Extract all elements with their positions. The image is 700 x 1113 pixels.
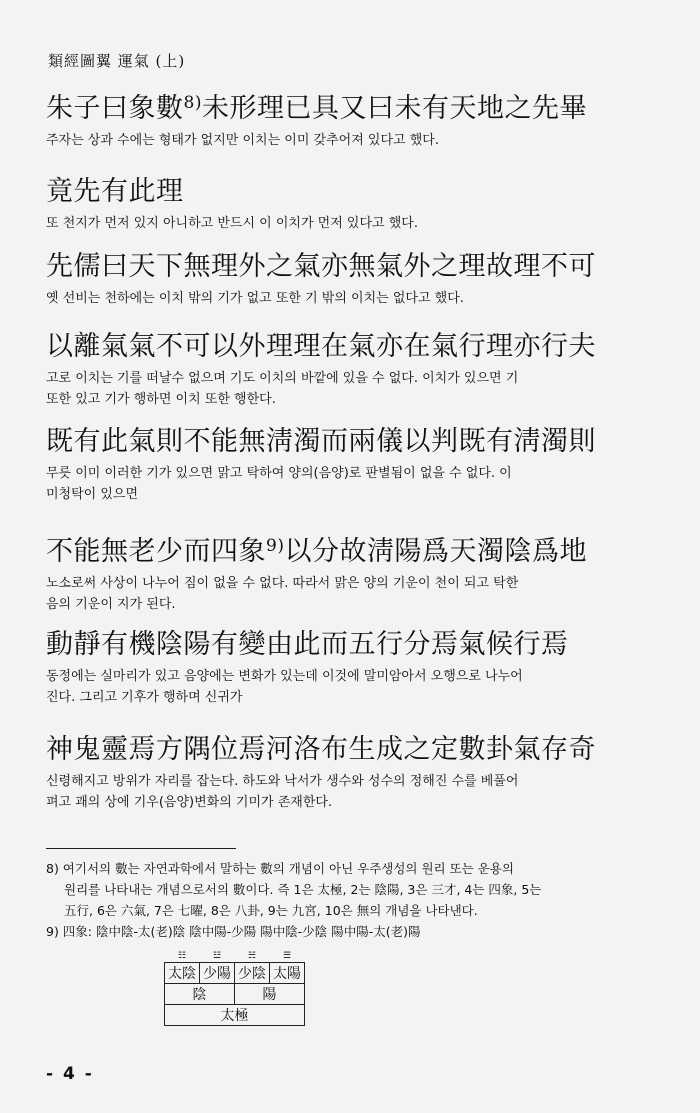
korean-translation xyxy=(46,130,646,151)
translation-line: 동정에는 실마리가 있고 음양에는 변화가 있는데 이것에 말미암아서 오행으로 나누어 xyxy=(46,669,523,684)
translation-line: 노소로써 사상이 나누어 짐이 없을 수 없다. 따라서 맑은 양의 기운이 천이 되고 탁한 xyxy=(46,576,519,591)
passage-block xyxy=(46,535,646,615)
korean-translation xyxy=(46,666,646,708)
translation-line: 음의 기운이 지가 된다. xyxy=(46,597,176,612)
footnotes xyxy=(46,858,646,942)
translation-line: 미청탁이 있으면 xyxy=(46,487,139,502)
four-images-diagram xyxy=(164,950,305,1026)
footnote-8-line-2: 원리를 나타내는 개념으로서의 數이다. 즉 1은 太極, 2는 陰陽, 3은 三才, 4는 四象, 5는 xyxy=(64,882,542,897)
hanzi-text: 不能無老少而四象 xyxy=(46,536,266,567)
passage-block xyxy=(46,425,646,505)
korean-translation xyxy=(46,573,646,615)
translation-line: 무릇 이미 이러한 기가 있으면 맑고 탁하여 양의(음양)로 판별됨이 없을 수 없다. 이 xyxy=(46,466,512,481)
trigram-symbol: ☷ xyxy=(165,950,200,963)
korean-translation xyxy=(46,771,646,813)
footnote-9: 9) 四象: 陰中陰-太(老)陰 陰中陽-少陽 陽中陰-少陰 陽中陽-太(老)陽 xyxy=(46,924,421,939)
footnote-8-line-1: 8) 여기서의 數는 자연과학에서 말하는 數의 개념이 아닌 우주생성의 원리 또는 운용의 xyxy=(46,861,514,876)
translation-line: 또한 있고 기가 행하면 이치 또한 행한다. xyxy=(46,392,276,407)
korean-translation xyxy=(46,368,646,410)
diagram-cell-shaoyin: 少陰 xyxy=(235,963,270,984)
classical-chinese-line xyxy=(46,175,646,209)
footnote-8-line-3: 五行, 6은 六氣, 7은 七曜, 8은 八卦, 9는 九宮, 10은 無의 개념을 나타낸다. xyxy=(64,903,478,918)
footnote-marker: 9) xyxy=(266,536,285,556)
hanzi-text: 未形理已具又曰未有天地之先畢 xyxy=(201,93,587,124)
footnote-marker: 8) xyxy=(183,93,202,113)
classical-chinese-line xyxy=(46,733,646,767)
hanzi-text: 竟先有此理 xyxy=(46,176,184,207)
hanzi-text: 神鬼靈焉方隅位焉河洛布生成之定數卦氣存奇 xyxy=(46,734,596,765)
passage-block xyxy=(46,628,646,708)
passage-block xyxy=(46,92,646,151)
passage-block xyxy=(46,330,646,410)
hanzi-text: 以離氣氣不可以外理理在氣亦在氣行理亦行夫 xyxy=(46,331,596,362)
diagram-cell-taiyin: 太陰 xyxy=(165,963,200,984)
translation-line: 고로 이치는 기를 떠날수 없으며 기도 이치의 바깥에 있을 수 없다. 이치가 있으면 기 xyxy=(46,371,519,386)
trigram-symbol: ☰ xyxy=(270,950,305,963)
classical-chinese-line xyxy=(46,628,646,662)
passage-block xyxy=(46,250,646,309)
trigram-symbol: ☵ xyxy=(235,950,270,963)
passage-block xyxy=(46,175,646,234)
diagram-cell-yang: 陽 xyxy=(235,984,305,1005)
translation-line: 진다. 그리고 기후가 행하며 신귀가 xyxy=(46,690,243,705)
hanzi-text: 以分故淸陽爲天濁陰爲地 xyxy=(284,536,587,567)
translation-line: 신령해지고 방위가 자리를 잡는다. 하도와 낙서가 생수와 성수의 정해진 수를 베풀어 xyxy=(46,774,519,789)
translation-line: 또 천지가 먼저 있지 아니하고 반드시 이 이치가 먼저 있다고 했다. xyxy=(46,216,418,231)
diagram-cell-shaoyang: 少陽 xyxy=(200,963,235,984)
diagram-cell-taiji: 太極 xyxy=(165,1005,305,1026)
hanzi-text: 既有此氣則不能無淸濁而兩儀以判既有淸濁則 xyxy=(46,426,596,457)
page-number: - 4 - xyxy=(46,1064,94,1084)
korean-translation xyxy=(46,288,646,309)
hanzi-text: 動靜有機陰陽有變由此而五行分焉氣候行焉 xyxy=(46,629,569,660)
classical-chinese-line xyxy=(46,425,646,459)
hanzi-text: 朱子曰象數 xyxy=(46,93,184,124)
classical-chinese-line xyxy=(46,535,646,569)
classical-chinese-line xyxy=(46,250,646,284)
diagram-cell-yin: 陰 xyxy=(165,984,235,1005)
classical-chinese-line xyxy=(46,92,646,126)
passage-block xyxy=(46,733,646,813)
korean-translation xyxy=(46,213,646,234)
trigram-symbol: ☳ xyxy=(200,950,235,963)
translation-line: 옛 선비는 천하에는 이치 밖의 기가 없고 또한 기 밖의 이치는 없다고 했다. xyxy=(46,291,464,306)
hanzi-text: 先儒曰天下無理外之氣亦無氣外之理故理不可 xyxy=(46,251,596,282)
footnote-rule xyxy=(46,848,236,849)
running-header: 類經圖翼 運氣 (上) xyxy=(48,52,186,70)
diagram-cell-taiyang: 太陽 xyxy=(270,963,305,984)
translation-line: 주자는 상과 수에는 형태가 없지만 이치는 이미 갖추어져 있다고 했다. xyxy=(46,133,439,148)
translation-line: 펴고 괘의 상에 기우(음양)변화의 기미가 존재한다. xyxy=(46,795,333,810)
classical-chinese-line xyxy=(46,330,646,364)
korean-translation xyxy=(46,463,646,505)
